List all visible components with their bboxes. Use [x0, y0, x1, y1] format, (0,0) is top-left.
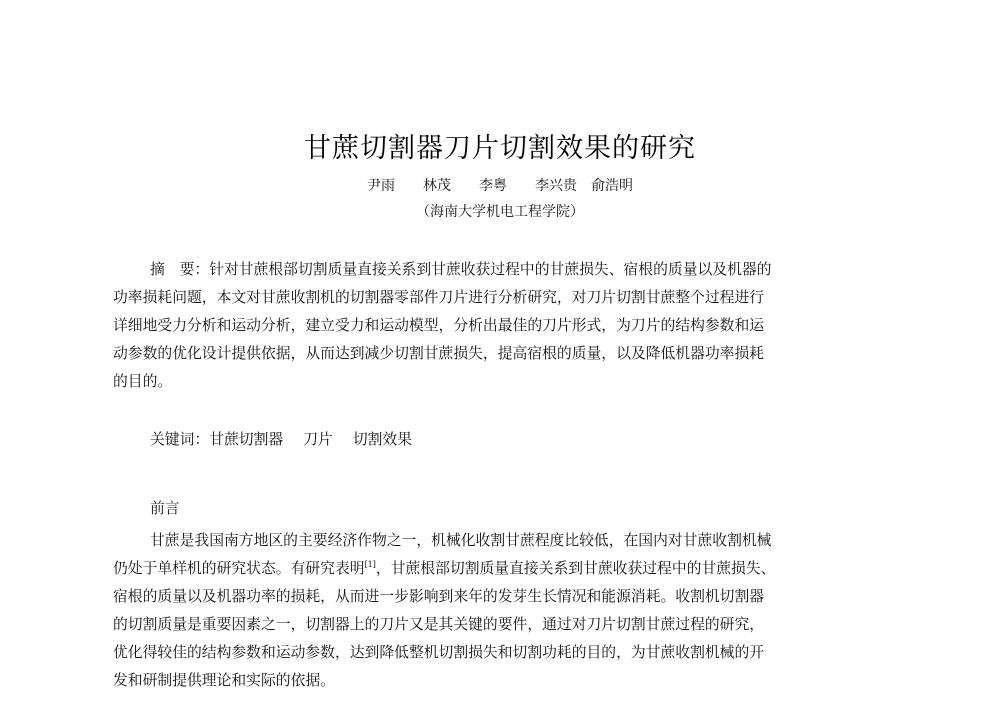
keyword: 刀片: [303, 431, 333, 448]
preface-heading: 前言: [150, 500, 180, 517]
abstract-line: 功率损耗问题，本文对甘蔗收割机的切割器零部件刀片进行分析研究，对刀片切割甘蔗整个过程进行: [113, 289, 765, 306]
author-list: 尹雨 林茂 李粤 李兴贵 俞浩明: [367, 178, 633, 194]
paper-title: 甘蔗切割器刀片切割效果的研究: [304, 133, 696, 164]
keywords-line: [113, 426, 891, 454]
keywords-label: 关键词：: [150, 431, 210, 448]
preface-line: 优化得较佳的结构参数和运动参数，达到降低整机切割损失和切割功耗的目的，为甘蔗收割机械的开: [113, 644, 765, 661]
keyword: 甘蔗切割器: [209, 431, 284, 448]
preface-line: 的切割质量是重要因素之一，切割器上的刀片又是其关键的要件，通过对刀片切割甘蔗过程的研究，: [113, 616, 765, 633]
affiliation: （海南大学机电工程学院）: [416, 204, 584, 220]
preface-line: 宿根的质量以及机器功率的损耗，从而进一步影响到来年的发芽生长情况和能源消耗。收割机切割器: [113, 588, 765, 605]
preface-section: [113, 495, 891, 523]
citation-ref: [1]: [364, 560, 376, 570]
preface-line: [113, 555, 891, 583]
keyword: 切割效果: [352, 431, 413, 448]
preface-line: 甘蔗是我国南方地区的主要经济作物之一，机械化收割甘蔗程度比较低，在国内对甘蔗收割机械: [150, 532, 772, 549]
preface-text: 仍处于单样机的研究状态。有研究表明: [113, 560, 365, 577]
preface-text: ，甘蔗根部切割质量直接关系到甘蔗收获过程中的甘蔗损失、: [375, 560, 776, 577]
preface-line: 发和研制提供理论和实际的依据。: [113, 672, 335, 689]
keywords: [113, 426, 891, 454]
abstract-line: 摘 要：针对甘蔗根部切割质量直接关系到甘蔗收获过程中的甘蔗损失、宿根的质量以及机器的: [150, 261, 772, 278]
abstract-line: 动参数的优化设计提供依据，从而达到减少切割甘蔗损失，提高宿根的质量，以及降低机器功率损耗: [113, 345, 765, 362]
abstract-line: 的目的。: [113, 373, 173, 390]
preface-body: [113, 527, 891, 695]
abstract-line: 详细地受力分析和运动分析，建立受力和运动模型，分析出最佳的刀片形式，为刀片的结构参数和运: [113, 317, 765, 334]
abstract: [113, 256, 891, 396]
